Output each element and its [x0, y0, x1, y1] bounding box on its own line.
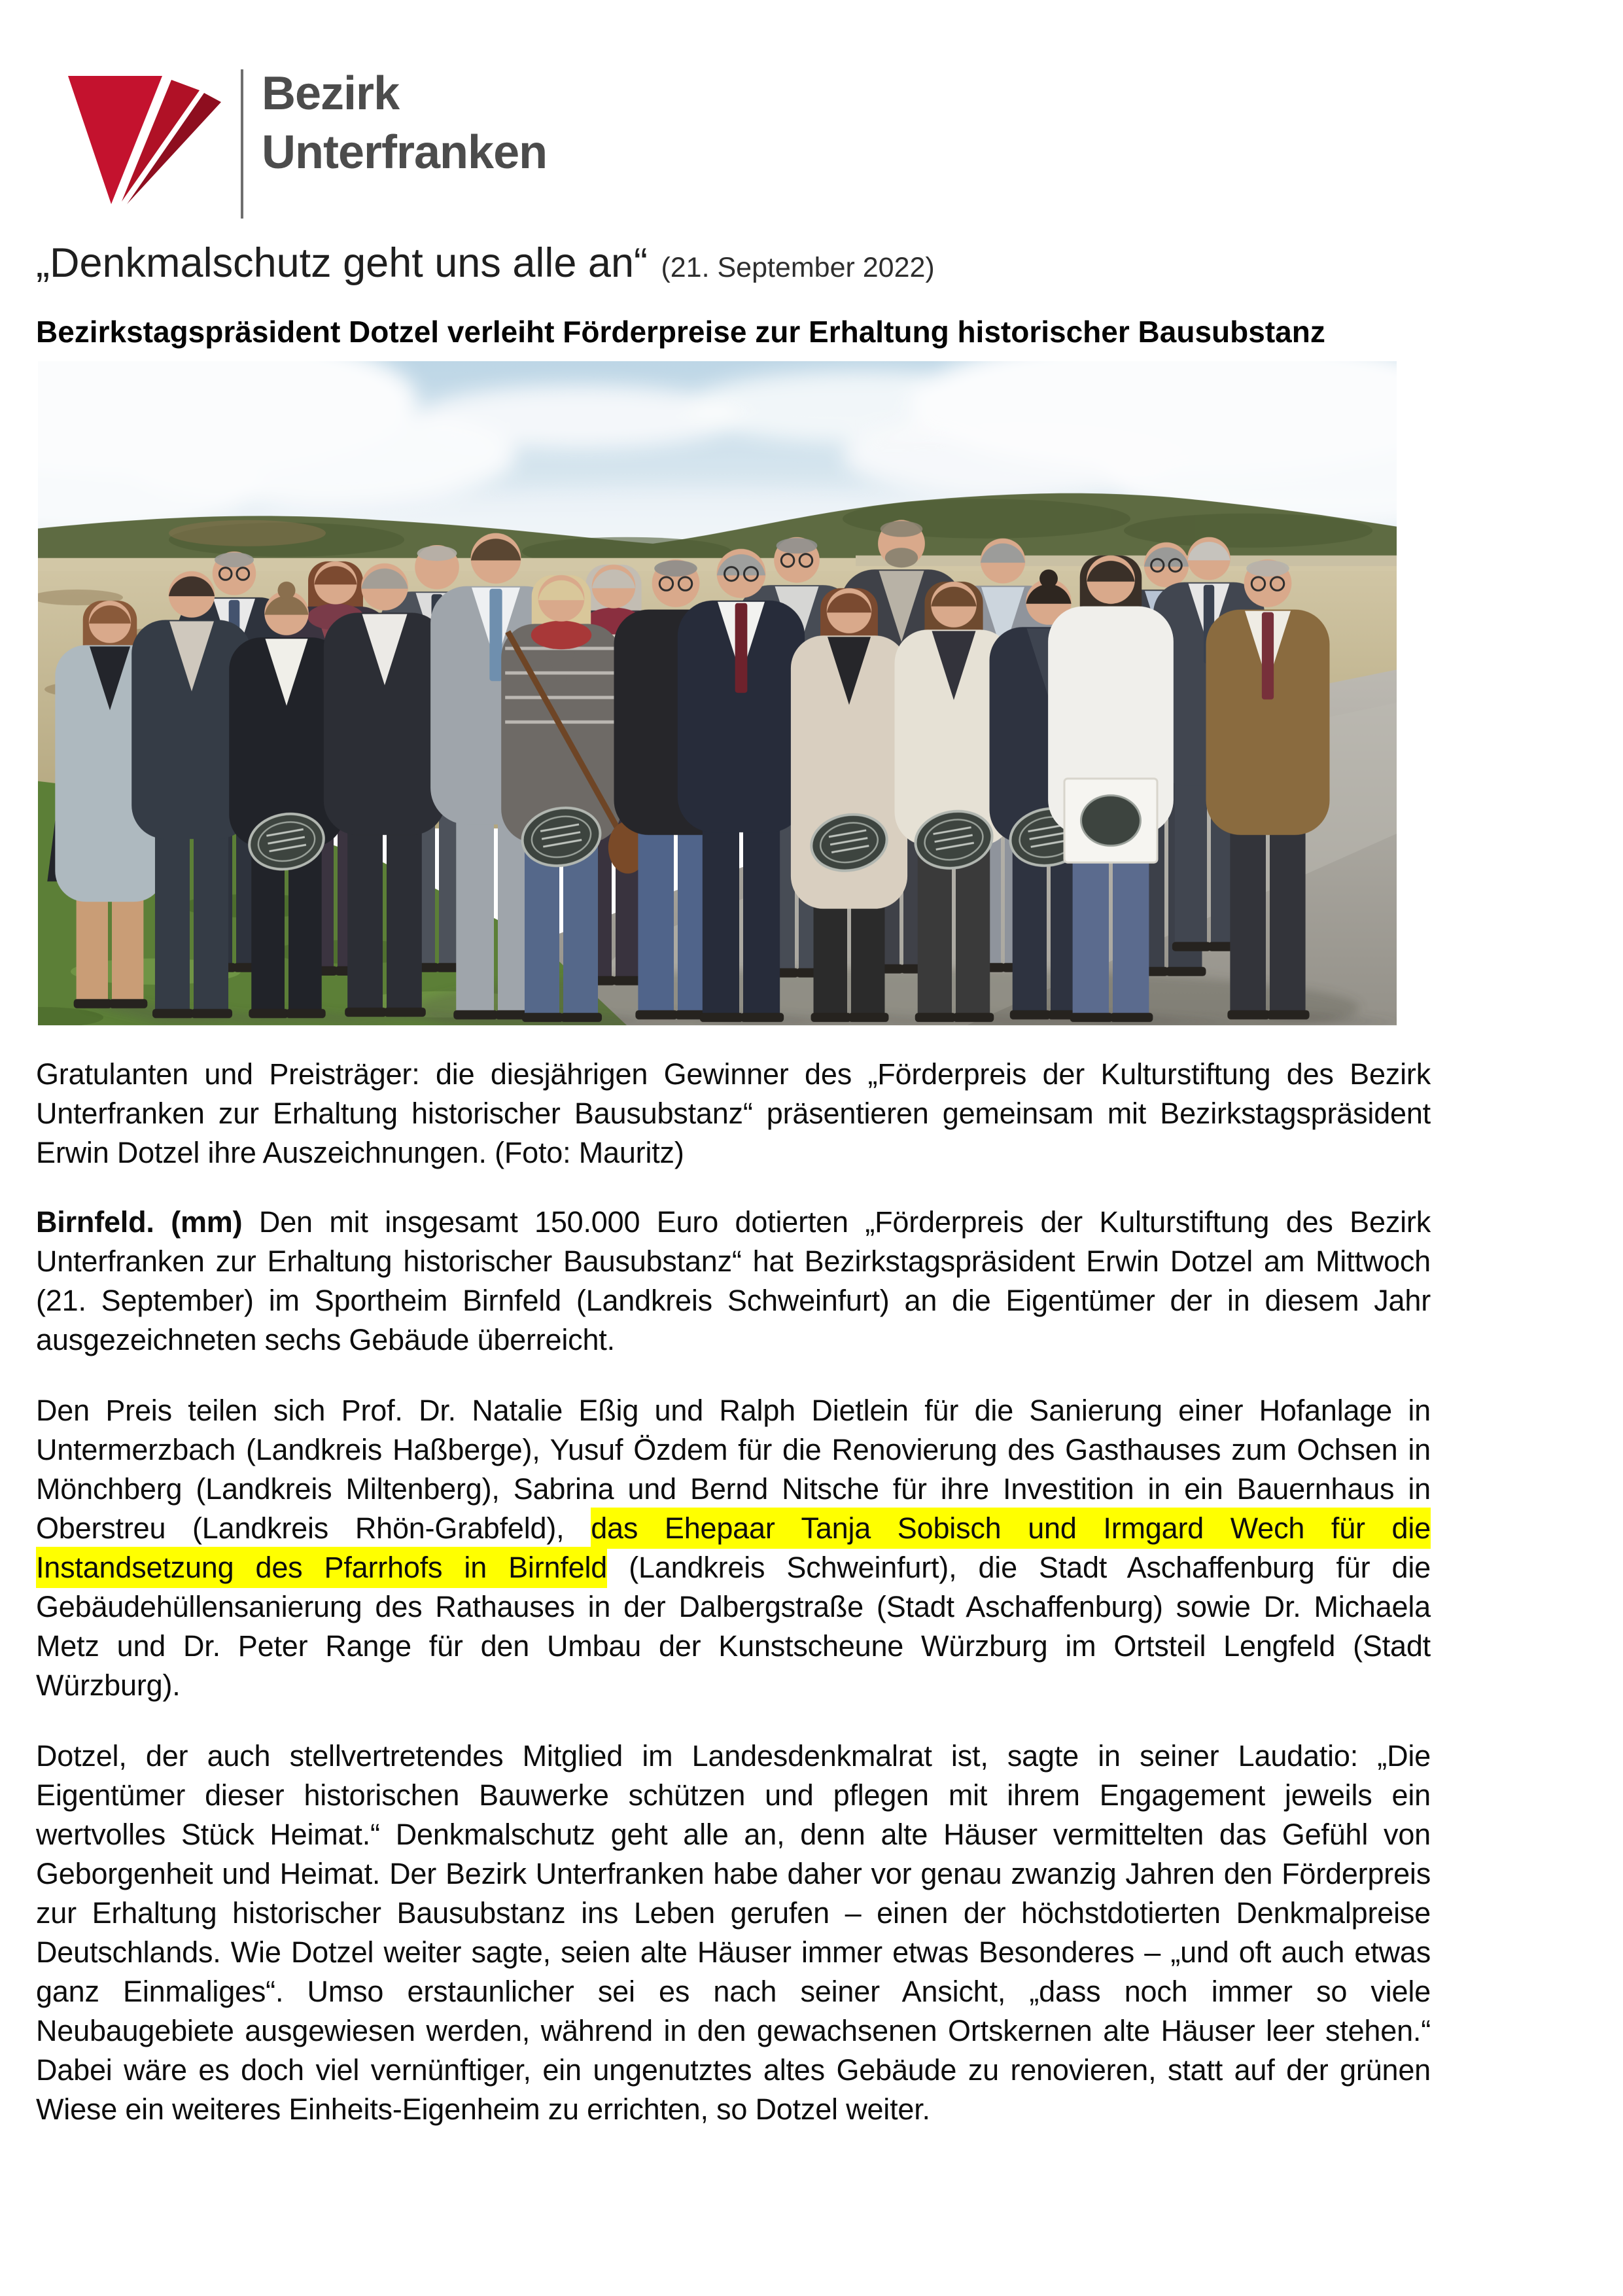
highlighted-text: das Ehepaar Tanja Sobisch und Irmgard Wech für die Instandsetzung des Pfarrhofs in Birnfeld [36, 1508, 1431, 1588]
article-subtitle: Bezirkstagspräsident Dotzel verleiht Förderpreise zur Erhaltung historischer Bausubstanz [36, 315, 1325, 349]
paragraph-2-post: (Landkreis Schweinfurt), die Stadt Aschaffenburg für die Gebäudehüllensanierung des Rathauses in der Dalbergstraße (Stadt Aschaffenburg) sowie Dr. Michaela Metz und Dr. Peter Range für den Umbau der Kunstscheune Würzburg im Ortsteil Lengfeld (Stadt Würzburg). [36, 1551, 1431, 1702]
group-photo [38, 361, 1397, 1025]
article-body [36, 1055, 1431, 2129]
logo-line2: Unterfranken [262, 126, 548, 179]
paragraph-1-text: Den mit insgesamt 150.000 Euro dotierten „Förderpreis der Kulturstiftung des Bezirk Unterfranken zur Erhaltung historischer Bausubstanz“ hat Bezirkstagspräsident Erwin Dotzel am Mittwoch (21. September) im Sportheim Birnfeld (Landkreis Schweinfurt) an die Eigentümer der in diesem Jahr ausgezeichneten sechs Gebäude überreicht. [36, 1205, 1431, 1356]
article-title: „Denkmalschutz geht uns alle an“ [36, 240, 648, 286]
caption-line: Erwin Dotzel ihre Auszeichnungen. (Foto: Mauritz) [36, 1136, 684, 1169]
group-photo-scene [38, 361, 1397, 1025]
dateline-lead: Birnfeld. (mm) [36, 1205, 243, 1239]
caption-line: Gratulanten und Preisträger: die diesjährigen Gewinner des „Förderpreis der Kulturstiftung des Bezirk [36, 1057, 1431, 1091]
page-title [36, 239, 935, 287]
logo-line1: Bezirk [262, 67, 400, 120]
caption-line: Unterfranken zur Erhaltung historischer Bausubstanz“ präsentieren gemeinsam mit Bezirkstagspräsident [36, 1097, 1431, 1130]
bezirk-unterfranken-logo [65, 67, 548, 219]
photo-caption [36, 1055, 1431, 1173]
article-date: (21. September 2022) [661, 252, 935, 283]
paragraph-2 [36, 1391, 1431, 1705]
paragraph-2-pre: Den Preis teilen sich Prof. Dr. Natalie Eßig und Ralph Dietlein für die Sanierung einer Hofanlage in Untermerzbach (Landkreis Haßberge), Yusuf Özdem für die Renovierung des Gasthauses zum Ochsen in Mönchberg (Landkreis Miltenberg), Sabrina und Bernd Nitsche für ihre Investition in ein Bauernhaus in Oberstreu (Landkreis Rhön-Grabfeld), [36, 1394, 1431, 1545]
paragraph-3: Dotzel, der auch stellvertretendes Mitglied im Landesdenkmalrat ist, sagte in seiner Laudatio: „Die Eigentümer dieser historischen Bauwerke schützen und pflegen mit ihrem Engagement jeweils ein wertvolles Stück Heimat.“ Denkmalschutz geht alle an, denn alte Häuser vermittelten das Gefühl von Geborgenheit und Heimat. Der Bezirk Unterfranken habe daher vor genau zwanzig Jahren den Förderpreis zur Erhaltung historischer Bausubstanz ins Leben gerufen – einen der höchstdotierten Denkmalpreise Deutschlands. Wie Dotzel weiter sagte, seien alte Häuser immer etwas Besonderes – „und oft auch etwas ganz Einmaliges“. Umso erstaunlicher sei es nach seiner Ansicht, „dass noch immer so viele Neubaugebiete ausgewiesen werden, während in den gewachsenen Ortskernen alte Häuser leer stehen.“ Dabei wäre es doch viel vernünftiger, ein ungenutztes altes Gebäude zu renovieren, statt auf der grünen Wiese ein weiteres Einheits-Eigenheim zu errichten, so Dotzel weiter. [36, 1739, 1431, 2126]
logo-wordmark [262, 64, 547, 182]
logo-divider [241, 69, 243, 219]
paragraph-1 [36, 1203, 1431, 1360]
logo-triangle-icon [65, 73, 224, 207]
